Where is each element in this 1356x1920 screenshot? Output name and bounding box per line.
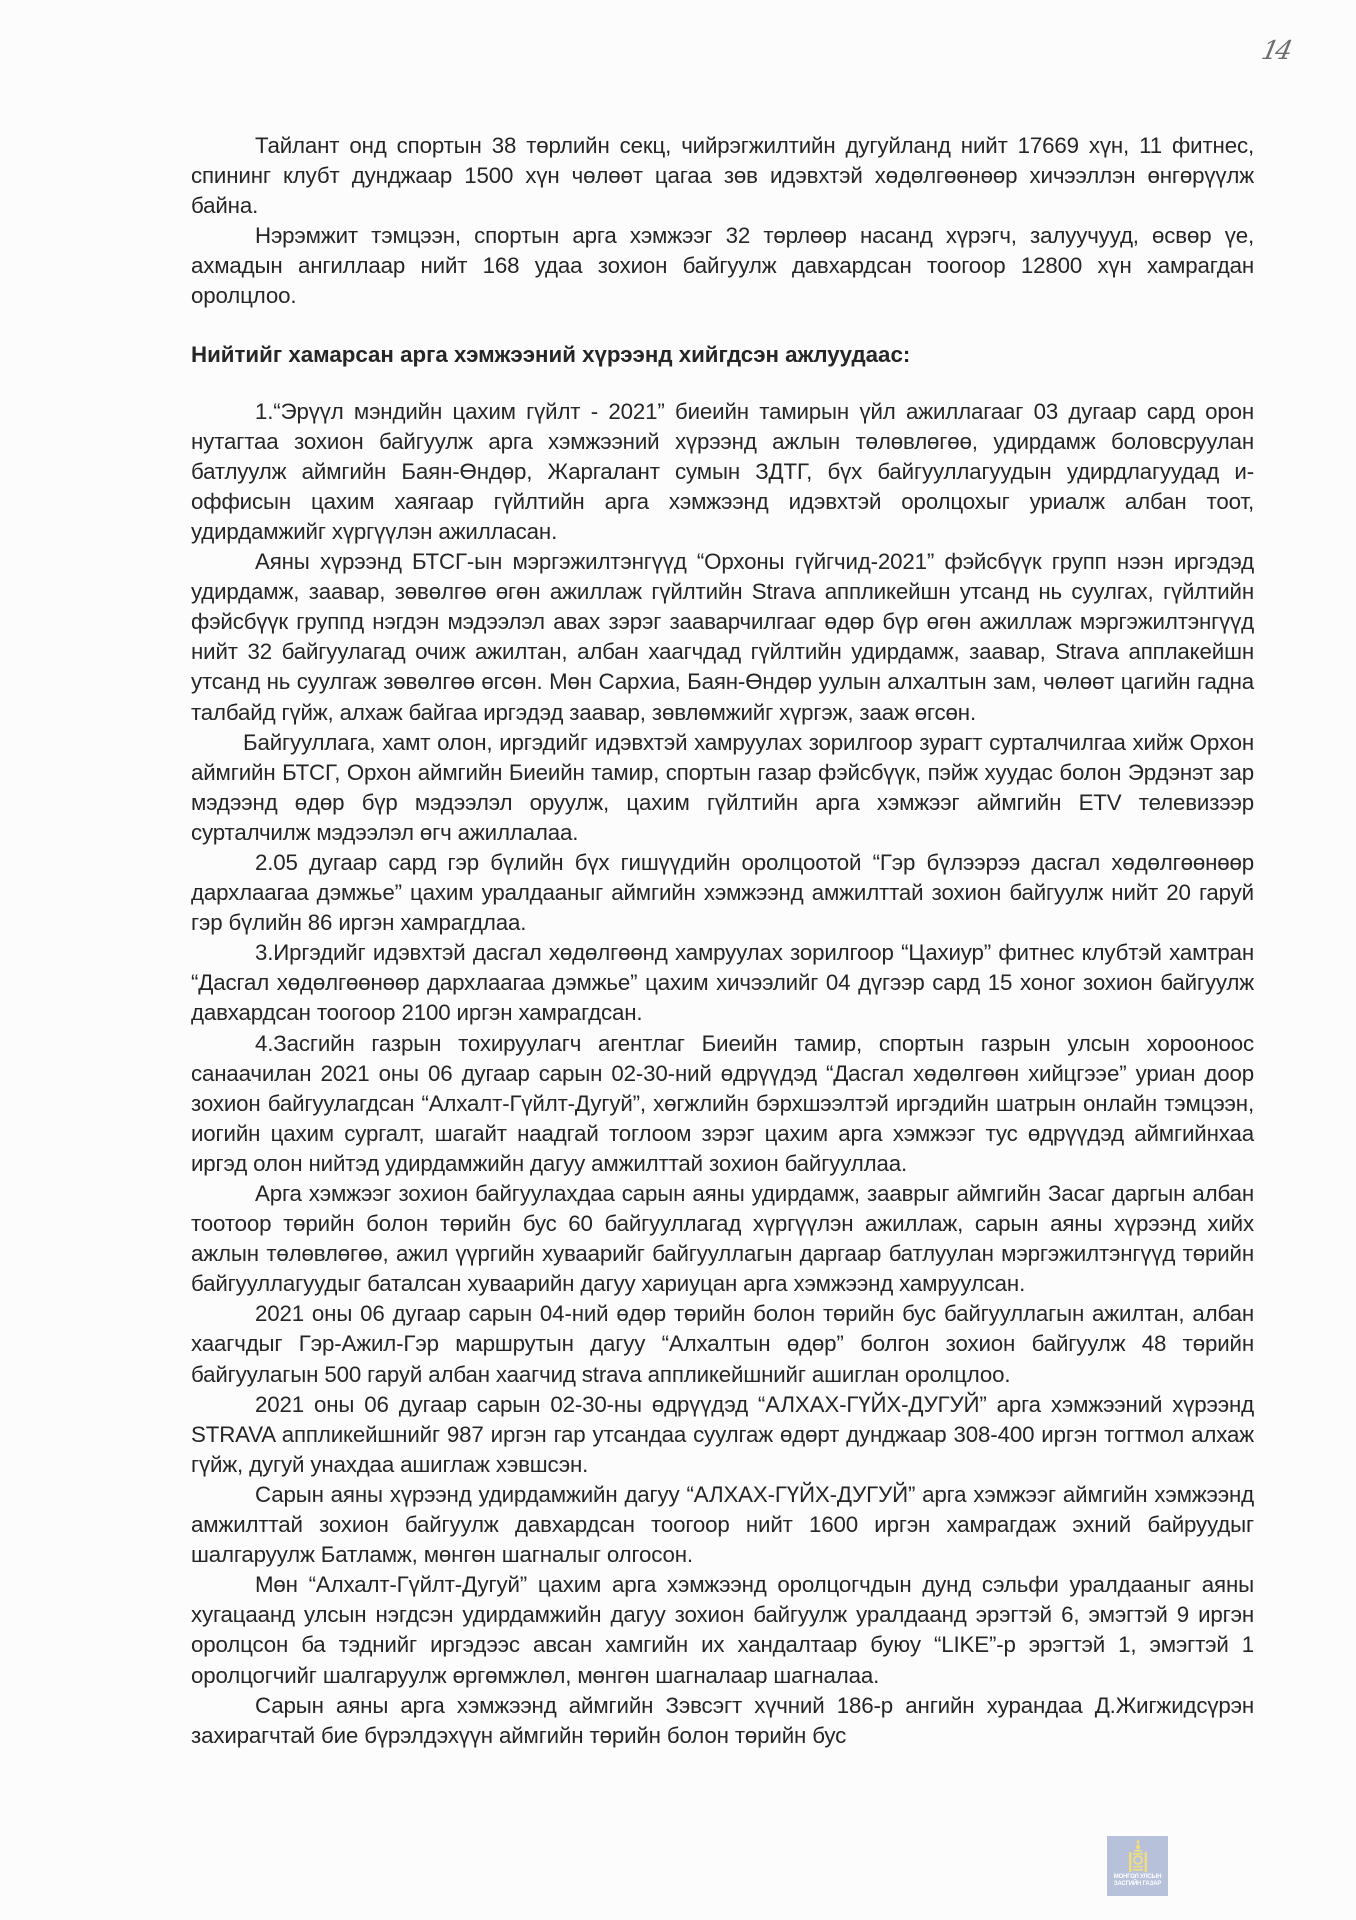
paragraph: Байгууллага, хамт олон, иргэдийг идэвхтэй хамруулах зорилгоор зурагт сурталчилгаа хийж Орхон аймгийн БТСГ, Орхон аймгийн Биеийн тамир, спортын газар фэйсбүүк, пэйж хуудас болон Эрдэнэт зар мэдээнд өдөр бүр мэдээлэл оруулж, цахим гүйлтийн арга хэмжээг аймгийн ETV телевизээр сурталчилж мэдээлэл өгч ажиллалаа. [191,729,1254,845]
government-logo [1107,1836,1168,1896]
logo-caption [1114,1874,1162,1888]
logo-caption-line2: ЗАСГИЙН ГАЗАР [1113,1881,1162,1887]
soyombo-emblem-icon [1125,1839,1151,1873]
paragraph: 2021 оны 06 дугаар сарын 04-ний өдөр төрийн болон төрийн бус байгууллагын ажилтан, албан хаагчдыг Гэр-Ажил-Гэр маршрутын дагуу “Алхалтын өдөр” болгон зохион байгуулж 48 төрийн байгуулагын 500 гаруй албан хаагчид strava аппликейшнийг ашиглан оролцлоо. [191,1301,1254,1387]
paragraph: 3.Иргэдийг идэвхтэй дасгал хөдөлгөөнд хамруулах зорилгоор “Цахиур” фитнес клубтэй хамтран “Дасгал хөдөлгөөнөөр дархлаагаа дэмжье” цахим хичээлийг 04 дүгээр сард 15 хоног зохион байгуулж давхардсан тоогоор 2100 иргэн хамрагдсан. [191,940,1254,1026]
paragraph: Сарын аяны хүрээнд удирдамжийн дагуу “АЛХАХ-ГҮЙХ-ДУГУЙ” арга хэмжээг аймгийн хэмжээнд амжилттай зохион байгуулж давхардсан тоогоор нийт 1600 иргэн хамрагдаж эхний байруудыг шалгаруулж Батламж, мөнгөн шагналыг олгосон. [191,1481,1254,1568]
handwritten-page-number: 14 [1258,36,1293,66]
paragraph: Мөн “Алхалт-Гүйлт-Дугуй” цахим арга хэмжээнд оролцогчдын дунд сэльфи уралдааныг аяны хугацаанд улсын нэгдсэн удирдамжийн дагуу зохион байгуулж уралдаанд эрэгтэй 6, эмэгтэй 9 иргэн оролцсон ба тэднийг иргэдээс авсан хамгийн их хандалтаар буюу “LIKE”-р эрэгтэй 1, эмэгтэй 1 оролцогчийг шалгаруулж өргөмжлөл, мөнгөн шагналаар шагналаа. [191,1572,1254,1688]
paragraph: 4.Засгийн газрын тохируулагч агентлаг Биеийн тамир, спортын газрын улсын хорооноос санаачилан 2021 оны 06 дугаар сарын 02-30-ний өдрүүдэд “Дасгал хөдөлгөөн хийцгээе” уриан доор зохион байгуулагдсан “Алхалт-Гүйлт-Дугуй”, хөгжлийн бэрхшээлтэй иргэдийн шатрын онлайн тэмцээн, иогийн цахим сургалт, шагайт наадгай тоглоом зэрэг цахим арга хэмжээг тус өдрүүдэд аймгийнхаа иргэд олон нийтэд удирдамжийн дагуу амжилттай зохион байгууллаа. [191,1030,1254,1176]
paragraph: Нэрэмжит тэмцээн, спортын арга хэмжээг 32 төрлөөр насанд хүрэгч, залуучууд, өсвөр үе, ахмадын ангиллаар нийт 168 удаа зохион байгуулж давхардсан тоогоор 12800 хүн хамрагдан оролцлоо. [191,223,1254,309]
paragraph: Тайлант онд спортын 38 төрлийн секц, чийрэгжилтийн дугуйланд нийт 17669 хүн, 11 фитнес, спининг клубт дунджаар 1500 хүн чөлөөт цагаа зөв идэвхтэй хөдөлгөөнөөр хичээллэн өнгөрүүлж байна. [191,133,1254,219]
paragraph: Арга хэмжээг зохион байгуулахдаа сарын аяны удирдамж, зааврыг аймгийн Засаг даргын албан тоотоор төрийн болон төрийн бус 60 байгууллагад хүргүүлэн ажиллаж, сарын аяны хүрээнд хийх ажлын төлөвлөгөө, ажил үүргийн хуваарийг байгууллагын даргаар батлуулан мэргэжилтэнгүүд төрийн байгууллагуудыг баталсан хуваарийн дагуу хариуцан арга хэмжээнд хамруулсан. [191,1181,1254,1297]
document-body [191,131,1254,1751]
logo-caption-line1: МОНГОЛ УЛСЫН [1113,1874,1162,1880]
paragraph: Сарын аяны арга хэмжээнд аймгийн Зэвсэгт хүчний 186-р ангийн хурандаа Д.Жигжидсүрэн захирагчтай бие бүрэлдэхүүн аймгийн төрийн болон төрийн бус [191,1692,1254,1748]
section-heading: Нийтийг хамарсан арга хэмжээний хүрээнд хийгдсэн ажлуудаас: [191,341,911,367]
paragraph: 2021 оны 06 дугаар сарын 02-30-ны өдрүүдэд “АЛХАХ-ГҮЙХ-ДУГУЙ” арга хэмжээний хүрээнд STRAVA аппликейшнийг 987 иргэн гар утсандаа суулгаж өдөрт дунджаар 308-400 иргэн тогтмол алхаж гүйж, дугуй унахдаа ашиглаж хэвшсэн. [191,1391,1254,1477]
paragraph: 2.05 дугаар сард гэр бүлийн бүх гишүүдийн оролцоотой “Гэр бүлээрээ дасгал хөдөлгөөнөөр дархлаагаа дэмжье” цахим уралдааныг аймгийн хэмжээнд амжилттай зохион байгуулж нийт 20 гаруй гэр бүлийн 86 иргэн хамрагдлаа. [191,849,1254,936]
paragraph: Аяны хүрээнд БТСГ-ын мэргэжилтэнгүүд “Орхоны гүйгчид-2021” фэйсбүүк групп нээн иргэдэд удирдамж, заавар, зөвөлгөө өгөн ажиллаж гүйлтийн Strava аппликейшн утсанд нь суулгах, гүйлтийн фэйсбүүк группд нэгдэн мэдээлэл авах зэрэг зааварчилгааг өдөр бүр өгөн ажиллаж мэргэжилтэнгүүд нийт 32 байгуулагад очиж ажилтан, албан хаагчдад гүйлтийн удирдамж, заавар, Strava апплакейшн утсанд нь суулгаж зөвөлгөө өгсөн. Мөн Сархиа, Баян-Өндөр уулын алхалтын зам, чөлөөт цагийн гадна талбайд гүйж, алхаж байгаа иргэдэд заавар, зөвлөмжийг хүргэж, зааж өгсөн. [191,549,1254,725]
paragraph: 1.“Эрүүл мэндийн цахим гүйлт - 2021” биеийн тамирын үйл ажиллагааг 03 дугаар сард орон нутагтаа зохион байгуулж арга хэмжээний хүрээнд ажлын төлөвлөгөө, удирдамж боловсруулан батлуулж аймгийн Баян-Өндөр, Жаргалант сумын ЗДТГ, бүх байгууллагуудын удирдлагуудад и-оффисын цахим хаягаар гүйлтийн арга хэмжээнд идэвхтэй оролцохыг уриалж албан тоот, удирдамжийг хүргүүлэн ажилласан. [191,398,1254,544]
